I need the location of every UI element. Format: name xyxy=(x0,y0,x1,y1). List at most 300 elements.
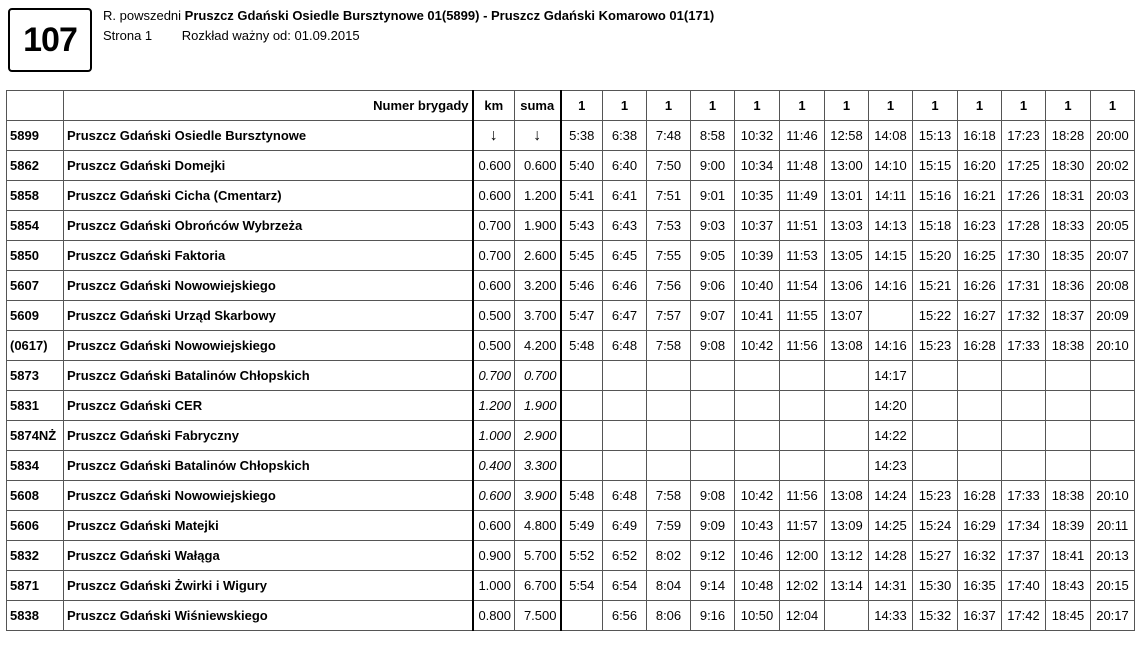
stop-name: Pruszcz Gdański Batalinów Chłopskich xyxy=(64,451,473,481)
departure-time: 15:20 xyxy=(913,241,958,271)
departure-time xyxy=(1002,451,1046,481)
departure-time: 7:58 xyxy=(647,331,691,361)
departure-time: 16:21 xyxy=(958,181,1002,211)
departure-time: 18:35 xyxy=(1046,241,1091,271)
header-row xyxy=(7,91,1135,121)
departure-time xyxy=(1002,361,1046,391)
departure-time: 18:45 xyxy=(1046,601,1091,631)
down-arrow-icon: ↓ xyxy=(473,121,515,151)
stop-name: Pruszcz Gdański Matejki xyxy=(64,511,473,541)
timetable-header xyxy=(0,0,1140,90)
departure-time xyxy=(780,391,825,421)
table-row xyxy=(7,121,1135,151)
departure-time: 17:32 xyxy=(1002,301,1046,331)
departure-time: 20:10 xyxy=(1091,481,1135,511)
departure-time: 10:42 xyxy=(735,331,780,361)
departure-time: 13:08 xyxy=(825,481,869,511)
departure-time: 17:37 xyxy=(1002,541,1046,571)
departure-time: 10:37 xyxy=(735,211,780,241)
stop-id: 5831 xyxy=(7,391,64,421)
down-arrow-icon: ↓ xyxy=(515,121,561,151)
departure-time: 18:30 xyxy=(1046,151,1091,181)
departure-time: 12:02 xyxy=(780,571,825,601)
departure-time: 7:50 xyxy=(647,151,691,181)
stop-id: 5858 xyxy=(7,181,64,211)
departure-time xyxy=(825,451,869,481)
distance-km: 0.700 xyxy=(473,361,515,391)
stop-id: 5871 xyxy=(7,571,64,601)
departure-time xyxy=(913,451,958,481)
departure-time: 9:08 xyxy=(691,331,735,361)
brigade-header: 1 xyxy=(913,91,958,121)
km-header: km xyxy=(473,91,515,121)
departure-time: 20:13 xyxy=(1091,541,1135,571)
departure-time: 8:58 xyxy=(691,121,735,151)
departure-time: 7:53 xyxy=(647,211,691,241)
departure-time xyxy=(1002,391,1046,421)
table-row xyxy=(7,271,1135,301)
stop-name: Pruszcz Gdański Wiśniewskiego xyxy=(64,601,473,631)
departure-time xyxy=(825,391,869,421)
departure-time xyxy=(913,421,958,451)
stop-name: Pruszcz Gdański Żwirki i Wigury xyxy=(64,571,473,601)
table-row xyxy=(7,601,1135,631)
departure-time: 12:58 xyxy=(825,121,869,151)
departure-time: 15:27 xyxy=(913,541,958,571)
departure-time xyxy=(1046,451,1091,481)
departure-time: 5:49 xyxy=(561,511,603,541)
departure-time xyxy=(735,421,780,451)
departure-time xyxy=(603,421,647,451)
departure-time xyxy=(691,421,735,451)
departure-time: 12:00 xyxy=(780,541,825,571)
departure-time: 11:54 xyxy=(780,271,825,301)
departure-time: 15:32 xyxy=(913,601,958,631)
departure-time: 10:39 xyxy=(735,241,780,271)
departure-time: 16:32 xyxy=(958,541,1002,571)
departure-time: 11:49 xyxy=(780,181,825,211)
distance-sum: 4.800 xyxy=(515,511,561,541)
departure-time: 6:48 xyxy=(603,481,647,511)
departure-time: 11:53 xyxy=(780,241,825,271)
departure-time: 7:51 xyxy=(647,181,691,211)
brigade-number-label: Numer brygady xyxy=(64,91,473,121)
stop-name: Pruszcz Gdański Osiedle Bursztynowe xyxy=(64,121,473,151)
departure-time: 15:15 xyxy=(913,151,958,181)
stop-id: 5609 xyxy=(7,301,64,331)
departure-time xyxy=(561,601,603,631)
stop-name: Pruszcz Gdański Fabryczny xyxy=(64,421,473,451)
departure-time: 5:40 xyxy=(561,151,603,181)
brigade-header: 1 xyxy=(869,91,913,121)
departure-time: 14:15 xyxy=(869,241,913,271)
departure-time: 5:47 xyxy=(561,301,603,331)
stop-id: (0617) xyxy=(7,331,64,361)
departure-time: 20:11 xyxy=(1091,511,1135,541)
departure-time xyxy=(825,361,869,391)
departure-time: 16:18 xyxy=(958,121,1002,151)
table-row xyxy=(7,451,1135,481)
departure-time: 17:23 xyxy=(1002,121,1046,151)
departure-time: 15:22 xyxy=(913,301,958,331)
departure-time xyxy=(735,361,780,391)
departure-time xyxy=(1091,421,1135,451)
departure-time: 13:09 xyxy=(825,511,869,541)
departure-time: 14:23 xyxy=(869,451,913,481)
departure-time: 18:37 xyxy=(1046,301,1091,331)
departure-time xyxy=(958,451,1002,481)
departure-time: 13:07 xyxy=(825,301,869,331)
brigade-header: 1 xyxy=(780,91,825,121)
distance-sum: 4.200 xyxy=(515,331,561,361)
brigade-header: 1 xyxy=(958,91,1002,121)
table-row xyxy=(7,301,1135,331)
departure-time: 7:57 xyxy=(647,301,691,331)
departure-time: 20:08 xyxy=(1091,271,1135,301)
route-number-box: 107 xyxy=(8,8,92,72)
departure-time: 6:45 xyxy=(603,241,647,271)
departure-time: 9:14 xyxy=(691,571,735,601)
departure-time: 17:25 xyxy=(1002,151,1046,181)
departure-time: 20:15 xyxy=(1091,571,1135,601)
departure-time: 18:38 xyxy=(1046,331,1091,361)
departure-time xyxy=(1091,361,1135,391)
departure-time xyxy=(780,361,825,391)
departure-time: 9:12 xyxy=(691,541,735,571)
stop-name: Pruszcz Gdański Nowowiejskiego xyxy=(64,331,473,361)
departure-time: 11:56 xyxy=(780,481,825,511)
departure-time: 13:12 xyxy=(825,541,869,571)
stop-id: 5862 xyxy=(7,151,64,181)
departure-time xyxy=(1091,391,1135,421)
departure-time: 6:54 xyxy=(603,571,647,601)
distance-km: 0.900 xyxy=(473,541,515,571)
table-row xyxy=(7,391,1135,421)
stop-name: Pruszcz Gdański Cicha (Cmentarz) xyxy=(64,181,473,211)
stop-name: Pruszcz Gdański Batalinów Chłopskich xyxy=(64,361,473,391)
departure-time: 14:22 xyxy=(869,421,913,451)
departure-time: 6:46 xyxy=(603,271,647,301)
departure-time xyxy=(561,391,603,421)
departure-time: 15:16 xyxy=(913,181,958,211)
distance-km: 0.600 xyxy=(473,271,515,301)
departure-time: 14:13 xyxy=(869,211,913,241)
departure-time: 10:46 xyxy=(735,541,780,571)
departure-time: 14:31 xyxy=(869,571,913,601)
stop-id: 5873 xyxy=(7,361,64,391)
departure-time: 7:48 xyxy=(647,121,691,151)
stop-name: Pruszcz Gdański Obrońców Wybrzeża xyxy=(64,211,473,241)
departure-time xyxy=(825,601,869,631)
departure-time: 5:41 xyxy=(561,181,603,211)
distance-sum: 7.500 xyxy=(515,601,561,631)
departure-time: 15:24 xyxy=(913,511,958,541)
departure-time: 10:48 xyxy=(735,571,780,601)
distance-km: 0.400 xyxy=(473,451,515,481)
route-title: Pruszcz Gdański Osiedle Bursztynowe 01(5899) - Pruszcz Gdański Komarowo 01(171) xyxy=(184,8,715,23)
departure-time: 15:13 xyxy=(913,121,958,151)
departure-time xyxy=(691,391,735,421)
departure-time: 16:20 xyxy=(958,151,1002,181)
stop-id: 5854 xyxy=(7,211,64,241)
departure-time xyxy=(1091,451,1135,481)
departure-time: 14:10 xyxy=(869,151,913,181)
departure-time: 18:36 xyxy=(1046,271,1091,301)
departure-time xyxy=(603,391,647,421)
table-row xyxy=(7,481,1135,511)
header-line-2 xyxy=(103,28,360,43)
departure-time xyxy=(647,391,691,421)
departure-time: 14:16 xyxy=(869,331,913,361)
departure-time: 9:05 xyxy=(691,241,735,271)
departure-time: 7:59 xyxy=(647,511,691,541)
departure-time xyxy=(647,421,691,451)
distance-sum: 3.700 xyxy=(515,301,561,331)
departure-time: 11:46 xyxy=(780,121,825,151)
distance-km: 1.000 xyxy=(473,571,515,601)
departure-time: 16:37 xyxy=(958,601,1002,631)
stop-name: Pruszcz Gdański Nowowiejskiego xyxy=(64,271,473,301)
departure-time: 6:52 xyxy=(603,541,647,571)
departure-time: 5:54 xyxy=(561,571,603,601)
departure-time: 16:28 xyxy=(958,481,1002,511)
departure-time xyxy=(603,451,647,481)
departure-time: 10:32 xyxy=(735,121,780,151)
table-row xyxy=(7,181,1135,211)
departure-time xyxy=(561,451,603,481)
departure-time: 16:26 xyxy=(958,271,1002,301)
departure-time: 14:28 xyxy=(869,541,913,571)
table-row xyxy=(7,571,1135,601)
brigade-header: 1 xyxy=(825,91,869,121)
departure-time: 9:01 xyxy=(691,181,735,211)
departure-time: 10:50 xyxy=(735,601,780,631)
departure-time: 10:43 xyxy=(735,511,780,541)
page-number: Strona 1 xyxy=(103,28,153,43)
departure-time: 13:05 xyxy=(825,241,869,271)
departure-time xyxy=(780,451,825,481)
departure-time: 6:47 xyxy=(603,301,647,331)
departure-time: 15:23 xyxy=(913,331,958,361)
stop-name: Pruszcz Gdański Nowowiejskiego xyxy=(64,481,473,511)
departure-time: 16:27 xyxy=(958,301,1002,331)
distance-sum: 0.700 xyxy=(515,361,561,391)
departure-time xyxy=(1046,361,1091,391)
departure-time xyxy=(647,361,691,391)
departure-time: 14:33 xyxy=(869,601,913,631)
departure-time: 14:16 xyxy=(869,271,913,301)
distance-km: 0.700 xyxy=(473,241,515,271)
distance-sum: 1.900 xyxy=(515,391,561,421)
departure-time: 15:18 xyxy=(913,211,958,241)
departure-time: 6:40 xyxy=(603,151,647,181)
departure-time: 13:01 xyxy=(825,181,869,211)
departure-time: 16:29 xyxy=(958,511,1002,541)
departure-time xyxy=(780,421,825,451)
stop-id: 5832 xyxy=(7,541,64,571)
departure-time: 20:05 xyxy=(1091,211,1135,241)
brigade-header: 1 xyxy=(561,91,603,121)
header-line-1 xyxy=(103,8,714,23)
departure-time: 14:25 xyxy=(869,511,913,541)
departure-time: 18:43 xyxy=(1046,571,1091,601)
departure-time xyxy=(735,451,780,481)
departure-time: 5:52 xyxy=(561,541,603,571)
distance-km: 0.600 xyxy=(473,181,515,211)
departure-time: 17:28 xyxy=(1002,211,1046,241)
stop-name: Pruszcz Gdański CER xyxy=(64,391,473,421)
departure-time: 10:41 xyxy=(735,301,780,331)
departure-time: 7:56 xyxy=(647,271,691,301)
departure-time: 6:56 xyxy=(603,601,647,631)
departure-time: 17:40 xyxy=(1002,571,1046,601)
departure-time: 8:04 xyxy=(647,571,691,601)
departure-time: 10:34 xyxy=(735,151,780,181)
stop-id: 5874NŻ xyxy=(7,421,64,451)
departure-time: 13:14 xyxy=(825,571,869,601)
departure-time: 16:23 xyxy=(958,211,1002,241)
departure-time: 11:51 xyxy=(780,211,825,241)
departure-time: 12:04 xyxy=(780,601,825,631)
departure-time: 14:24 xyxy=(869,481,913,511)
table-row xyxy=(7,331,1135,361)
departure-time: 11:56 xyxy=(780,331,825,361)
stop-id: 5834 xyxy=(7,451,64,481)
departure-time: 16:28 xyxy=(958,331,1002,361)
brigade-header: 1 xyxy=(1046,91,1091,121)
departure-time xyxy=(958,421,1002,451)
departure-time: 15:23 xyxy=(913,481,958,511)
stop-id: 5838 xyxy=(7,601,64,631)
brigade-header: 1 xyxy=(691,91,735,121)
departure-time: 17:33 xyxy=(1002,331,1046,361)
departure-time: 10:35 xyxy=(735,181,780,211)
departure-time: 20:09 xyxy=(1091,301,1135,331)
departure-time: 5:48 xyxy=(561,481,603,511)
table-row xyxy=(7,541,1135,571)
distance-sum: 6.700 xyxy=(515,571,561,601)
departure-time: 18:33 xyxy=(1046,211,1091,241)
departure-time: 20:03 xyxy=(1091,181,1135,211)
table-row xyxy=(7,151,1135,181)
departure-time xyxy=(561,361,603,391)
brigade-header: 1 xyxy=(647,91,691,121)
stop-name: Pruszcz Gdański Domejki xyxy=(64,151,473,181)
brigade-header: 1 xyxy=(735,91,780,121)
departure-time xyxy=(603,361,647,391)
departure-time: 9:00 xyxy=(691,151,735,181)
distance-sum: 5.700 xyxy=(515,541,561,571)
departure-time: 6:41 xyxy=(603,181,647,211)
distance-km: 0.600 xyxy=(473,151,515,181)
distance-sum: 1.900 xyxy=(515,211,561,241)
departure-time xyxy=(561,421,603,451)
distance-sum: 2.900 xyxy=(515,421,561,451)
departure-time: 20:10 xyxy=(1091,331,1135,361)
departure-time: 5:48 xyxy=(561,331,603,361)
departure-time xyxy=(825,421,869,451)
stop-id: 5606 xyxy=(7,511,64,541)
stop-id: 5608 xyxy=(7,481,64,511)
distance-km: 1.200 xyxy=(473,391,515,421)
departure-time: 20:17 xyxy=(1091,601,1135,631)
departure-time: 14:08 xyxy=(869,121,913,151)
distance-km: 0.500 xyxy=(473,301,515,331)
timetable xyxy=(6,90,1135,631)
stop-id: 5899 xyxy=(7,121,64,151)
table-row xyxy=(7,361,1135,391)
brigade-header: 1 xyxy=(1002,91,1046,121)
departure-time: 10:42 xyxy=(735,481,780,511)
departure-time: 18:28 xyxy=(1046,121,1091,151)
departure-time: 9:16 xyxy=(691,601,735,631)
departure-time: 9:03 xyxy=(691,211,735,241)
departure-time xyxy=(913,361,958,391)
departure-time xyxy=(1046,421,1091,451)
departure-time: 15:21 xyxy=(913,271,958,301)
departure-time: 9:07 xyxy=(691,301,735,331)
departure-time: 7:55 xyxy=(647,241,691,271)
distance-km: 1.000 xyxy=(473,421,515,451)
departure-time: 13:06 xyxy=(825,271,869,301)
departure-time: 20:07 xyxy=(1091,241,1135,271)
day-type: R. powszedni xyxy=(103,8,182,23)
departure-time: 9:06 xyxy=(691,271,735,301)
departure-time: 8:06 xyxy=(647,601,691,631)
sum-header: suma xyxy=(515,91,561,121)
departure-time: 6:43 xyxy=(603,211,647,241)
stop-id-header xyxy=(7,91,64,121)
distance-km: 0.600 xyxy=(473,481,515,511)
departure-time: 5:38 xyxy=(561,121,603,151)
departure-time: 5:43 xyxy=(561,211,603,241)
departure-time: 17:42 xyxy=(1002,601,1046,631)
departure-time: 6:49 xyxy=(603,511,647,541)
departure-time: 8:02 xyxy=(647,541,691,571)
departure-time: 7:58 xyxy=(647,481,691,511)
departure-time: 13:08 xyxy=(825,331,869,361)
distance-sum: 0.600 xyxy=(515,151,561,181)
departure-time xyxy=(1046,391,1091,421)
departure-time xyxy=(958,391,1002,421)
distance-km: 0.800 xyxy=(473,601,515,631)
distance-sum: 1.200 xyxy=(515,181,561,211)
stop-id: 5607 xyxy=(7,271,64,301)
departure-time: 18:31 xyxy=(1046,181,1091,211)
valid-from: Rozkład ważny od: 01.09.2015 xyxy=(181,28,360,43)
departure-time: 14:11 xyxy=(869,181,913,211)
departure-time: 6:38 xyxy=(603,121,647,151)
departure-time: 13:03 xyxy=(825,211,869,241)
table-row xyxy=(7,241,1135,271)
distance-sum: 3.300 xyxy=(515,451,561,481)
departure-time xyxy=(691,451,735,481)
departure-time: 16:35 xyxy=(958,571,1002,601)
distance-km: 0.500 xyxy=(473,331,515,361)
departure-time xyxy=(1002,421,1046,451)
departure-time: 9:09 xyxy=(691,511,735,541)
departure-time: 14:20 xyxy=(869,391,913,421)
departure-time xyxy=(691,361,735,391)
departure-time: 5:45 xyxy=(561,241,603,271)
departure-time: 6:48 xyxy=(603,331,647,361)
departure-time: 17:33 xyxy=(1002,481,1046,511)
brigade-header: 1 xyxy=(603,91,647,121)
departure-time: 18:38 xyxy=(1046,481,1091,511)
distance-sum: 3.900 xyxy=(515,481,561,511)
brigade-header: 1 xyxy=(1091,91,1135,121)
departure-time: 11:55 xyxy=(780,301,825,331)
